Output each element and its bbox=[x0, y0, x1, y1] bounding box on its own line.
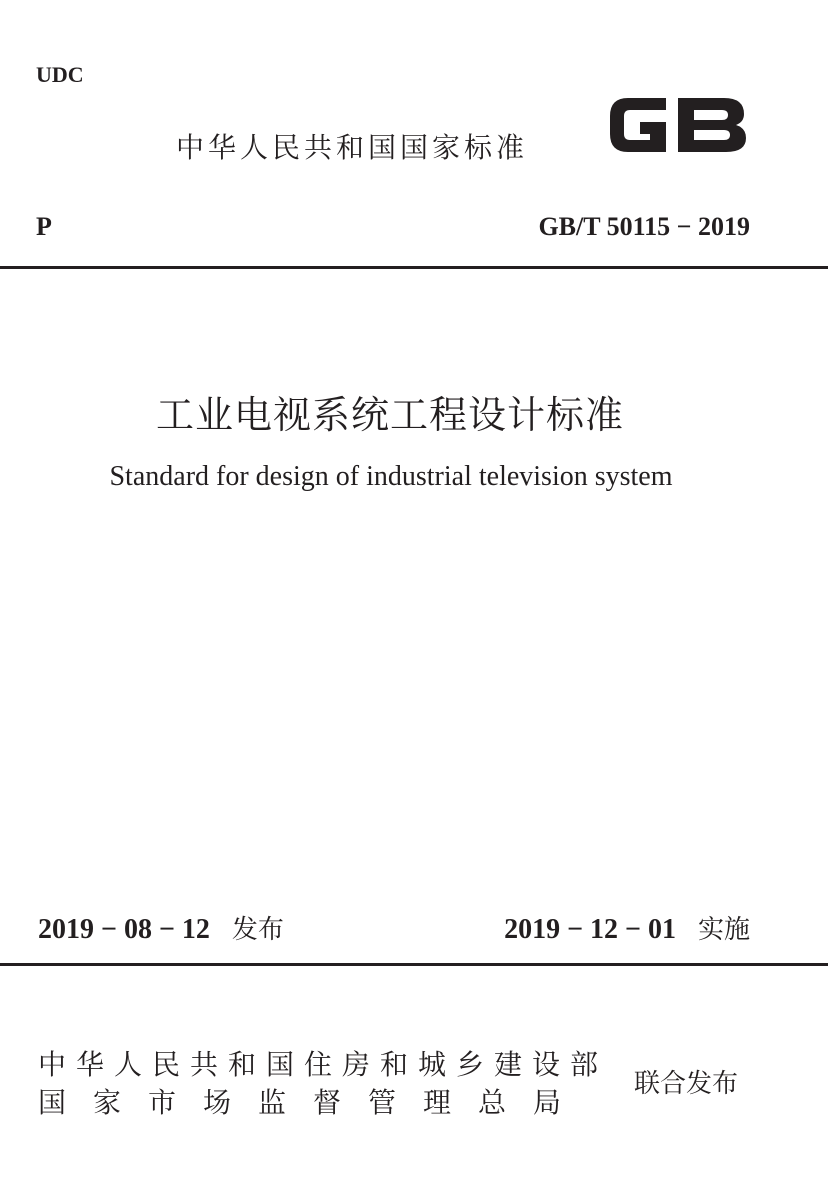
national-standard-heading: 中华人民共和国国家标准 bbox=[176, 131, 529, 164]
classification-code: P bbox=[36, 212, 52, 241]
gb-logo-icon bbox=[604, 88, 752, 162]
issue-label: 发布 bbox=[231, 915, 284, 945]
effective-date: 2019 − 12 − 01 bbox=[504, 914, 676, 945]
joint-issue-label: 联合发布 bbox=[634, 1069, 739, 1099]
issuer-administration: 国家市场监督管理总局 bbox=[38, 1086, 589, 1119]
issuer-ministry: 中华人民共和国住房和城乡建设部 bbox=[38, 1048, 609, 1081]
effective-date-line bbox=[504, 912, 750, 948]
effective-label: 实施 bbox=[697, 915, 750, 945]
top-divider bbox=[0, 266, 828, 269]
bottom-divider bbox=[0, 963, 828, 966]
issue-date: 2019 − 08 − 12 bbox=[38, 914, 210, 945]
title-english: Standard for design of industrial television system bbox=[109, 461, 673, 492]
udc-label: UDC bbox=[36, 62, 84, 87]
issue-date-line bbox=[38, 912, 284, 948]
standard-number: GB/T 50115 − 2019 bbox=[538, 212, 750, 241]
title-chinese: 工业电视系统工程设计标准 bbox=[155, 393, 624, 437]
